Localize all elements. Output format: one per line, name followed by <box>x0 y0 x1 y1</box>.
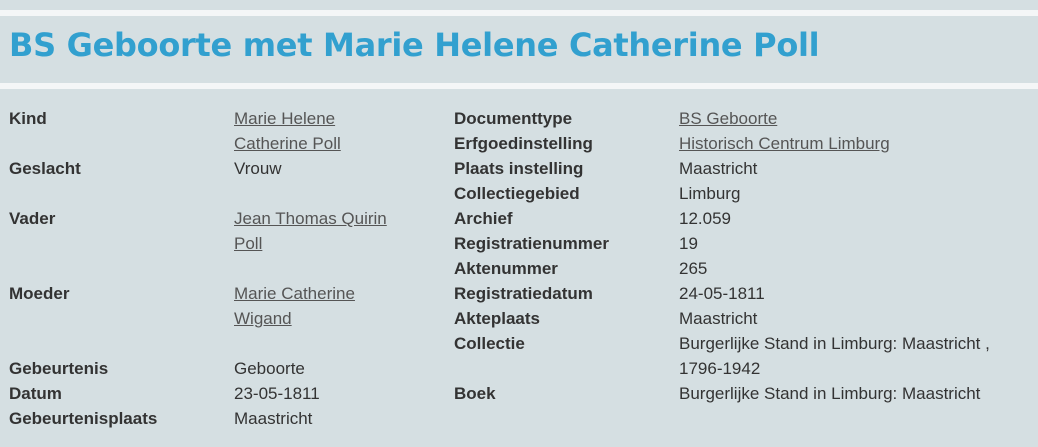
kind-label: Kind <box>9 109 47 128</box>
vader-value <box>234 206 399 256</box>
spacer <box>9 181 399 206</box>
row-moeder <box>9 281 399 331</box>
moeder-link-line2[interactable]: Wigand <box>234 309 292 328</box>
erfgoed-label: Erfgoedinstelling <box>454 134 593 153</box>
akteplaats-value: Maastricht <box>679 309 758 328</box>
row-akteplaats <box>454 306 1014 331</box>
row-geslacht <box>9 156 399 181</box>
gebeurtenis-value: Geboorte <box>234 359 305 378</box>
gebeurtenisplaats-value: Maastricht <box>234 409 313 428</box>
top-divider <box>0 10 1038 16</box>
row-aktenummer <box>454 256 1014 281</box>
row-registratiedatum <box>454 281 1014 306</box>
plaats-label: Plaats instelling <box>454 159 584 178</box>
archief-label: Archief <box>454 209 513 228</box>
vader-link-line1[interactable]: Jean Thomas Quirin <box>234 209 387 228</box>
moeder-link-line1[interactable]: Marie Catherine <box>234 284 355 303</box>
kind-link-line1[interactable]: Marie Helene <box>234 109 336 128</box>
vader-label: Vader <box>9 209 56 228</box>
spacer <box>9 331 399 356</box>
erfgoed-link[interactable]: Historisch Centrum Limburg <box>679 134 890 153</box>
registratienummer-label: Registratienummer <box>454 234 609 253</box>
moeder-label: Moeder <box>9 284 70 303</box>
moeder-value <box>234 281 399 331</box>
collectie-value-line1: Burgerlijke Stand in Limburg: Maastricht , <box>679 334 990 353</box>
collectiegebied-label: Collectiegebied <box>454 184 580 203</box>
collectiegebied-value: Limburg <box>679 184 741 203</box>
geslacht-value: Vrouw <box>234 159 282 178</box>
erfgoed-value <box>679 131 1014 156</box>
row-vader <box>9 206 399 256</box>
row-collectie <box>454 331 1014 381</box>
gebeurtenisplaats-label: Gebeurtenisplaats <box>9 409 158 428</box>
kind-value <box>234 106 399 156</box>
row-datum <box>9 381 399 406</box>
geslacht-label: Geslacht <box>9 159 81 178</box>
akteplaats-label: Akteplaats <box>454 309 540 328</box>
spacer <box>9 256 399 281</box>
kind-link-line2[interactable]: Catherine Poll <box>234 134 341 153</box>
registratiedatum-label: Registratiedatum <box>454 284 593 303</box>
archief-value: 12.059 <box>679 209 731 228</box>
row-plaats-instelling <box>454 156 1014 181</box>
row-boek <box>454 381 1014 406</box>
collectie-label: Collectie <box>454 334 525 353</box>
row-documenttype <box>454 106 1014 131</box>
page-title: BS Geboorte met Marie Helene Catherine Poll <box>9 26 820 64</box>
document-details <box>454 106 1014 406</box>
collectie-value-line2: 1796-1942 <box>679 359 761 378</box>
row-gebeurtenis <box>9 356 399 381</box>
gebeurtenis-label: Gebeurtenis <box>9 359 109 378</box>
row-archief <box>454 206 1014 231</box>
row-collectiegebied <box>454 181 1014 206</box>
plaats-value: Maastricht <box>679 159 758 178</box>
row-erfgoedinstelling <box>454 131 1014 156</box>
row-kind <box>9 106 399 156</box>
title-divider <box>0 83 1038 89</box>
boek-label: Boek <box>454 384 496 403</box>
row-gebeurtenisplaats <box>9 406 399 431</box>
boek-value: Burgerlijke Stand in Limburg: Maastricht <box>679 384 981 403</box>
documenttype-value <box>679 106 1014 131</box>
datum-value: 23-05-1811 <box>234 384 320 403</box>
vader-link-line2[interactable]: Poll <box>234 234 263 253</box>
aktenummer-value: 265 <box>679 259 708 278</box>
person-details <box>9 106 399 431</box>
documenttype-label: Documenttype <box>454 109 573 128</box>
row-registratienummer <box>454 231 1014 256</box>
registratienummer-value: 19 <box>679 234 698 253</box>
collectie-value <box>679 331 1014 381</box>
aktenummer-label: Aktenummer <box>454 259 558 278</box>
datum-label: Datum <box>9 384 62 403</box>
documenttype-link[interactable]: BS Geboorte <box>679 109 778 128</box>
registratiedatum-value: 24-05-1811 <box>679 284 765 303</box>
